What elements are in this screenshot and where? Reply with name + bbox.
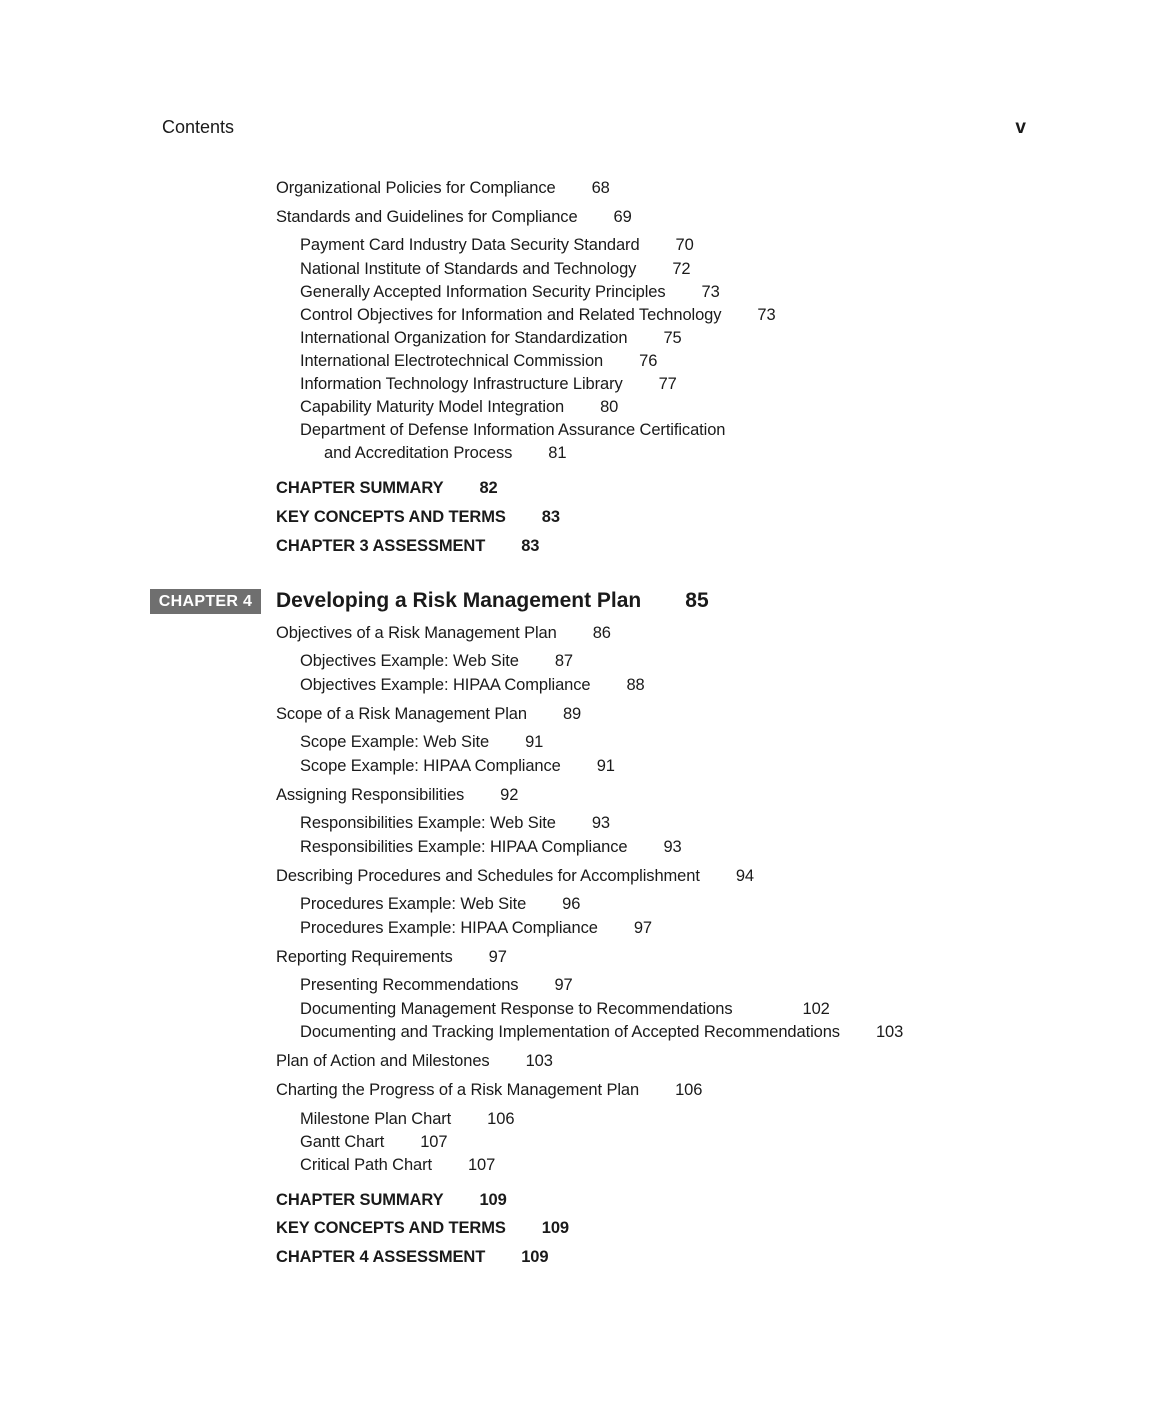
toc-page-number: 92 [500,786,519,804]
toc-page-number: 109 [521,1248,549,1266]
toc-page-number: 83 [541,508,560,526]
chapter-assessment-entry[interactable]: CHAPTER 4 ASSESSMENT 109 [276,1248,549,1266]
toc-page-number: 109 [479,1191,507,1209]
toc-page-number: 81 [548,444,567,462]
toc-entry[interactable]: Organizational Policies for Compliance 68 [276,179,610,197]
toc-subentry[interactable]: Responsibilities Example: HIPAA Compliance 93 [300,838,682,856]
toc-subentry[interactable]: Milestone Plan Chart 106 [300,1110,515,1128]
toc-subentry[interactable]: Capability Maturity Model Integration 80 [300,398,619,416]
toc-page-number: 93 [663,838,682,856]
toc-page-number: 73 [701,283,720,301]
toc-subentry[interactable]: Procedures Example: Web Site 96 [300,895,581,913]
toc-page-number: 96 [562,895,581,913]
toc-page-number: 107 [467,1156,496,1174]
chapter-page-number: 85 [685,589,709,612]
chapter-assessment-entry[interactable]: CHAPTER 3 ASSESSMENT 83 [276,537,540,555]
toc-subentry[interactable]: International Electrotechnical Commission 76 [300,352,658,370]
toc-subentry[interactable]: Information Technology Infrastructure Library 77 [300,375,677,393]
toc-subentry[interactable]: International Organization for Standardization 75 [300,329,682,347]
toc-entry[interactable]: Standards and Guidelines for Compliance 69 [276,208,632,226]
toc-page-number: 106 [675,1081,703,1099]
toc-page-number: 103 [875,1023,904,1041]
toc-page-number: 72 [672,260,691,278]
toc-subentry[interactable]: Critical Path Chart 107 [300,1156,496,1174]
toc-subentry[interactable]: Documenting and Tracking Implementation of Accepted Recommendations 103 [300,1023,904,1041]
toc-subentry[interactable]: Gantt Chart 107 [300,1133,448,1151]
toc-subentry-continuation[interactable]: and Accreditation Process 81 [324,444,567,462]
chapter-summary-entry[interactable]: CHAPTER SUMMARY 82 [276,479,498,497]
toc-page-number: 83 [521,537,540,555]
key-concepts-entry[interactable]: KEY CONCEPTS AND TERMS 83 [276,508,560,526]
toc-page-number: 88 [626,676,645,694]
toc-page-number: 91 [596,757,615,775]
toc-entry[interactable]: Plan of Action and Milestones 103 [276,1052,553,1070]
toc-page-number: 77 [658,375,677,393]
chapter-title-text: Developing a Risk Management Plan [276,589,642,612]
chapter-title[interactable] [276,588,709,614]
toc-page-number: 68 [591,179,610,197]
page-number: v [1015,117,1026,138]
toc-subentry[interactable]: Scope Example: Web Site 91 [300,733,544,751]
toc-subentry[interactable]: National Institute of Standards and Technology 72 [300,260,691,278]
toc-subentry[interactable]: Generally Accepted Information Security Principles 73 [300,283,720,301]
toc-entry[interactable]: Assigning Responsibilities 92 [276,786,519,804]
toc-subentry[interactable]: Control Objectives for Information and Related Technology 73 [300,306,776,324]
toc-page-number: 97 [488,948,507,966]
chapter-badge: CHAPTER 4 [150,589,261,614]
toc-page-number: 69 [613,208,632,226]
toc-page-number: 75 [663,329,682,347]
toc-page-number: 89 [562,705,582,723]
toc-page-number: 87 [554,652,573,670]
toc-subentry[interactable]: Presenting Recommendations 97 [300,976,573,994]
toc-subentry[interactable]: Scope Example: HIPAA Compliance 91 [300,757,615,775]
toc-page-number: 91 [525,733,544,751]
toc-page-number: 80 [600,398,619,416]
section-title: Contents [162,117,235,137]
toc-page-number: 82 [479,479,498,497]
toc-subentry[interactable]: Documenting Management Response to Recommendations 102 [300,1000,830,1018]
toc-subentry[interactable]: Procedures Example: HIPAA Compliance 97 [300,919,652,937]
toc-subentry[interactable]: Objectives Example: Web Site 87 [300,652,573,670]
toc-page-number: 73 [757,306,776,324]
toc-subentry[interactable]: Objectives Example: HIPAA Compliance 88 [300,676,645,694]
toc-subentry[interactable]: Responsibilities Example: Web Site 93 [300,814,610,832]
toc-subentry[interactable]: Payment Card Industry Data Security Standard 70 [300,236,694,254]
toc-page-number: 97 [633,919,652,937]
toc-entry[interactable]: Objectives of a Risk Management Plan 86 [276,624,611,642]
toc-page-number: 86 [592,624,611,642]
toc-page-number: 97 [554,976,573,994]
key-concepts-entry[interactable]: KEY CONCEPTS AND TERMS 109 [276,1219,569,1237]
toc-page-number: 109 [541,1219,569,1237]
toc-page-number: 103 [525,1052,553,1070]
toc-entry[interactable]: Reporting Requirements 97 [276,948,507,966]
toc-page-number: 106 [487,1110,515,1128]
toc-page-number: 107 [420,1133,448,1151]
running-head [162,117,1026,139]
chapter-summary-entry[interactable]: CHAPTER SUMMARY 109 [276,1191,507,1209]
toc-entry[interactable]: Charting the Progress of a Risk Management Plan 106 [276,1081,703,1099]
toc-page-number: 76 [639,352,658,370]
toc-entry[interactable]: Scope of a Risk Management Plan 89 [276,705,582,723]
toc-subentry[interactable]: Department of Defense Information Assurance Certification [300,421,726,439]
toc-entry[interactable]: Describing Procedures and Schedules for Accomplishment 94 [276,867,754,885]
toc-page-number: 102 [802,1000,830,1018]
toc-page-number: 93 [591,814,610,832]
toc-page-number: 70 [675,236,694,254]
toc-page-number: 94 [735,867,754,885]
